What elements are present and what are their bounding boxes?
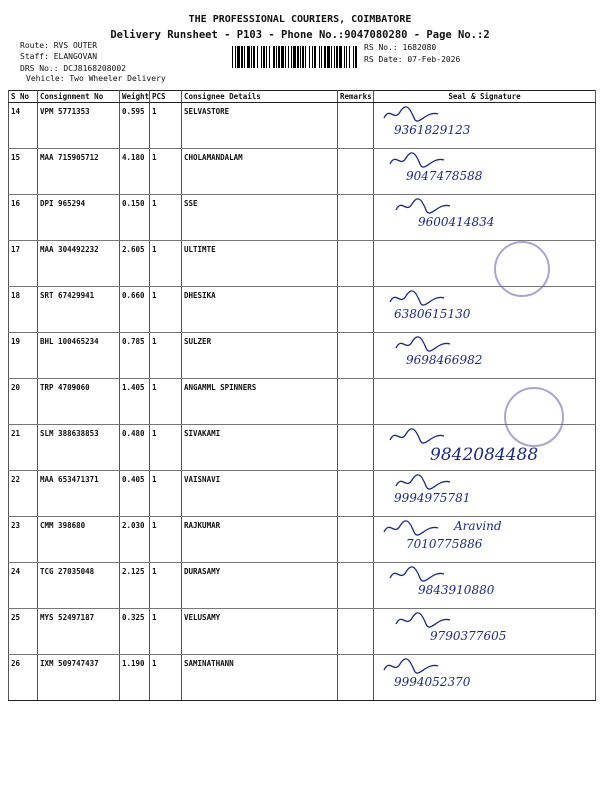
cell-consignment: MYS 52497187 [38,609,120,655]
cell-remarks [338,103,374,149]
barcode [232,46,360,68]
cell-seal-signature [374,333,596,379]
cell-pcs: 1 [150,517,182,563]
cell-consignment: IXM 509747437 [38,655,120,701]
barcode-bar [247,46,250,68]
company-title: THE PROFESSIONAL COURIERS, COIMBATORE [188,14,412,25]
cell-seal-signature [374,609,596,655]
table-row [9,425,596,471]
handwritten-phone: 9842084488 [430,445,539,465]
cell-weight: 2.605 [120,241,150,287]
barcode-bar [312,46,313,68]
cell-sno: 17 [9,241,38,287]
cell-sno: 14 [9,103,38,149]
cell-remarks [338,563,374,609]
col-seal-signature: Seal & Signature [374,91,596,103]
barcode-bar [349,46,350,68]
cell-consignment: TCG 27035048 [38,563,120,609]
cell-remarks [338,287,374,333]
table-row [9,241,596,287]
cell-seal-signature [374,195,596,241]
table-row [9,563,596,609]
barcode-bar [276,46,277,68]
cell-consignment: MAA 715905712 [38,149,120,195]
cell-pcs: 1 [150,333,182,379]
cell-remarks [338,379,374,425]
cell-consignee: DURASAMY [182,563,338,609]
cell-sno: 25 [9,609,38,655]
cell-consignee: SAMINATHANN [182,655,338,701]
cell-seal-signature [374,241,596,287]
cell-weight: 0.325 [120,609,150,655]
cell-pcs: 1 [150,471,182,517]
barcode-bar [309,46,310,68]
barcode-bar [273,46,275,68]
barcode-bar [257,46,258,68]
cell-weight: 4.180 [120,149,150,195]
handwritten-name: Aravind [454,519,502,533]
cell-pcs: 1 [150,425,182,471]
barcode-bar [327,46,330,68]
cell-remarks [338,195,374,241]
cell-seal-signature [374,149,596,195]
cell-seal-signature [374,103,596,149]
cell-pcs: 1 [150,195,182,241]
barcode-bar [232,46,233,68]
col-remarks: Remarks [338,91,374,103]
handwritten-phone: 7010775886 [406,537,483,551]
barcode-bar [253,46,255,68]
handwritten-phone: 9994052370 [394,675,471,689]
barcode-bar [324,46,326,68]
cell-consignment: SRT 67429941 [38,287,120,333]
cell-consignment: VPM 5771353 [38,103,120,149]
cell-pcs: 1 [150,241,182,287]
cell-remarks [338,471,374,517]
barcode-bar [285,46,286,68]
col-pcs: PCS [150,91,182,103]
cell-consignee: ULTIMTE [182,241,338,287]
cell-sno: 19 [9,333,38,379]
handwritten-phone: 9698466982 [406,353,483,367]
barcode-bar [321,46,322,68]
cell-consignment: MAA 304492232 [38,241,120,287]
handwritten-phone: 9600414834 [418,215,495,229]
barcode-bar [344,46,345,68]
cell-pcs: 1 [150,563,182,609]
cell-consignment: MAA 653471371 [38,471,120,517]
cell-remarks [338,517,374,563]
cell-consignee: RAJKUMAR [182,517,338,563]
handwritten-phone: 9047478588 [406,169,483,183]
cell-sno: 26 [9,655,38,701]
cell-remarks [338,149,374,195]
barcode-bar [346,46,347,68]
cell-weight: 0.480 [120,425,150,471]
barcode-bar [266,46,267,68]
cell-sno: 15 [9,149,38,195]
table-header [9,91,596,103]
table-row [9,379,596,425]
cell-pcs: 1 [150,149,182,195]
cell-weight: 2.030 [120,517,150,563]
barcode-bar [336,46,338,68]
cell-weight: 0.660 [120,287,150,333]
cell-sno: 21 [9,425,38,471]
col-consignee: Consignee Details [182,91,338,103]
cell-weight: 0.405 [120,471,150,517]
col-consignment: Consignment No [38,91,120,103]
cell-consignee: CHOLAMANDALAM [182,149,338,195]
cell-seal-signature [374,379,596,425]
signature-scribble [388,288,448,308]
cell-consignment: CMM 398680 [38,517,120,563]
runsheet-subtitle: Delivery Runsheet - P103 - Phone No.:9047080280 - Page No.:2 [110,29,490,41]
barcode-bar [293,46,296,68]
cell-remarks [338,425,374,471]
cell-weight: 0.150 [120,195,150,241]
cell-pcs: 1 [150,655,182,701]
barcode-bar [235,46,236,68]
table-row [9,609,596,655]
barcode-bar [288,46,289,68]
cell-consignee: VELUSAMY [182,609,338,655]
signature-scribble [382,518,442,538]
cell-seal-signature [374,471,596,517]
route-label: Route: RVS OUTER [20,41,98,50]
staff-label: Staff: ELANGOVAN [20,52,98,61]
table-row [9,287,596,333]
barcode-bar [263,46,265,68]
barcode-bar [331,46,332,68]
cell-consignment: BHL 100465234 [38,333,120,379]
handwritten-phone: 9994975781 [394,491,471,505]
rs-number: RS No.: 1682080 [364,43,437,52]
cell-seal-signature [374,563,596,609]
barcode-bar [251,46,252,68]
cell-pcs: 1 [150,379,182,425]
vehicle-label: Vehicle: Two Wheeler Delivery [26,74,166,83]
barcode-bar [244,46,245,68]
table-row [9,655,596,701]
cell-consignment: SLM 388638853 [38,425,120,471]
signature-scribble [388,426,448,446]
barcode-bar [291,46,292,68]
barcode-bar [305,46,306,68]
table-row [9,149,596,195]
cell-remarks [338,241,374,287]
cell-sno: 16 [9,195,38,241]
table-row [9,471,596,517]
cell-remarks [338,655,374,701]
signature-scribble [394,196,454,216]
cell-seal-signature [374,425,596,471]
rs-date: RS Date: 07-Feb-2026 [364,55,461,64]
barcode-bar [237,46,240,68]
cell-consignment: TRP 4709060 [38,379,120,425]
cell-sno: 20 [9,379,38,425]
handwritten-phone: 6380615130 [394,307,471,321]
barcode-bar [302,46,304,68]
table-row [9,195,596,241]
handwritten-phone: 9790377605 [430,629,507,643]
table-row [9,103,596,149]
col-sno: S No [9,91,38,103]
barcode-bar [355,46,357,68]
barcode-bar [353,46,354,68]
barcode-bar [241,46,243,68]
cell-seal-signature [374,517,596,563]
signature-scribble [388,564,448,584]
cell-sno: 18 [9,287,38,333]
table-row [9,517,596,563]
table-row [9,333,596,379]
cell-remarks [338,333,374,379]
cell-sno: 22 [9,471,38,517]
signature-scribble [382,656,442,676]
runsheet-table [8,90,596,701]
cell-weight: 0.785 [120,333,150,379]
signature-scribble [394,472,454,492]
cell-consignee: VAISNAVI [182,471,338,517]
cell-consignee: DHESIKA [182,287,338,333]
barcode-bar [339,46,342,68]
cell-consignee: SSE [182,195,338,241]
barcode-bar [278,46,280,68]
cell-weight: 0.595 [120,103,150,149]
barcode-bar [269,46,270,68]
signature-scribble [394,334,454,354]
handwritten-phone: 9843910880 [418,583,495,597]
barcode-bar [334,46,335,68]
cell-consignee: SIVAKAMI [182,425,338,471]
col-weight: Weight [120,91,150,103]
barcode-bar [300,46,301,68]
cell-consignment: DPI 965294 [38,195,120,241]
cell-weight: 2.125 [120,563,150,609]
barcode-bar [297,46,299,68]
signature-scribble [388,150,448,170]
handwritten-phone: 9361829123 [394,123,471,137]
cell-consignee: SELVASTORE [182,103,338,149]
signature-scribble [394,610,454,630]
signature-scribble [382,104,442,124]
cell-weight: 1.190 [120,655,150,701]
barcode-bar [281,46,284,68]
cell-sno: 23 [9,517,38,563]
cell-consignee: SULZER [182,333,338,379]
barcode-bar [261,46,262,68]
cell-pcs: 1 [150,287,182,333]
cell-pcs: 1 [150,103,182,149]
barcode-bar [314,46,316,68]
drs-label: DRS No.: DCJ8168208002 [20,64,126,73]
cell-consignee: ANGAMML SPINNERS [182,379,338,425]
cell-seal-signature [374,287,596,333]
barcode-bar [319,46,320,68]
cell-seal-signature [374,655,596,701]
cell-remarks [338,609,374,655]
cell-pcs: 1 [150,609,182,655]
cell-sno: 24 [9,563,38,609]
cell-weight: 1.405 [120,379,150,425]
